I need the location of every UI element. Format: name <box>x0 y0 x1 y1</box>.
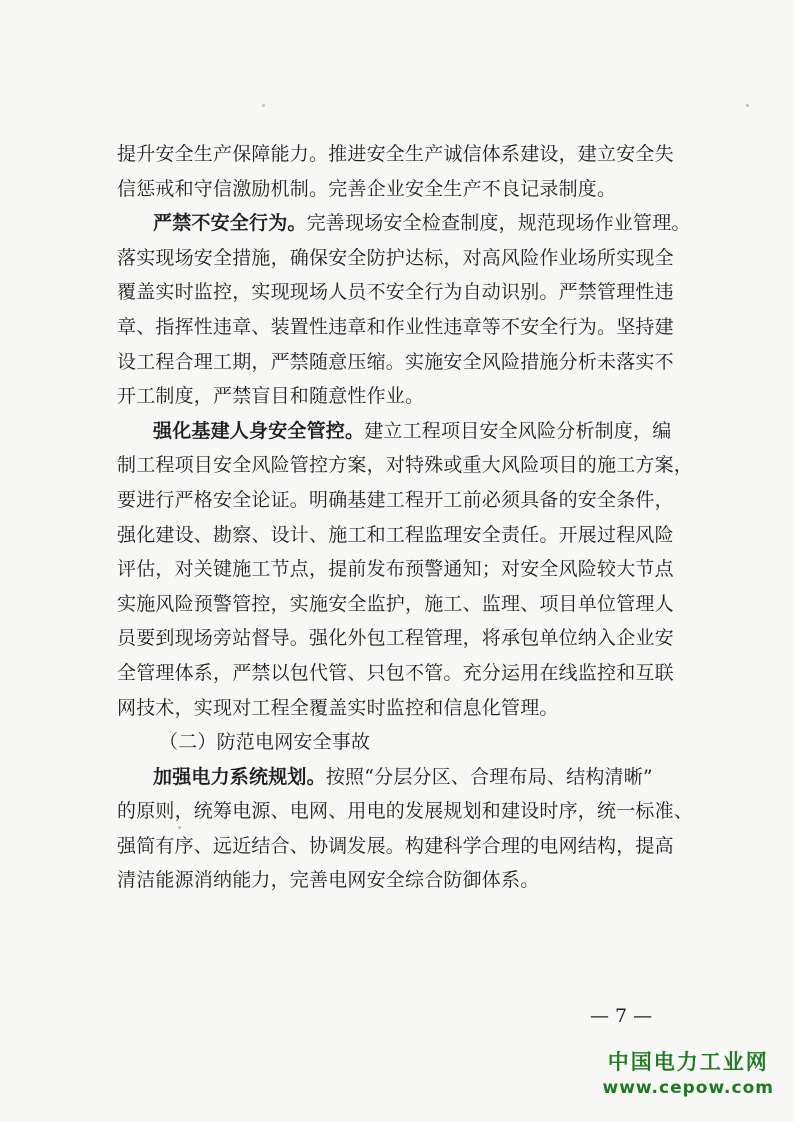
text-line: 要进行严格安全论证。明确基建工程开工前必须具备的安全条件， <box>117 488 674 511</box>
paragraph-heading: 加强电力系统规划。 <box>153 765 326 788</box>
text-line: 信惩戒和守信激励机制。完善企业安全生产不良记录制度。 <box>117 177 617 200</box>
text-line: 清洁能源消纳能力，完善电网安全综合防御体系。 <box>117 869 540 892</box>
text-line: 强化建设、勘察、设计、施工和工程监理安全责任。开展过程风险 <box>117 523 674 546</box>
paragraph-first-line <box>117 414 707 449</box>
text-line: 评估，对关键施工节点，提前发布预警通知；对安全风险较大节点 <box>117 558 674 581</box>
text-line: 章、指挥性违章、装置性违章和作业性违章等不安全行为。坚持建 <box>117 315 674 338</box>
paragraph-heading: 强化基建人身安全管控。 <box>153 419 365 442</box>
text-line: 覆盖实时监控，实现现场人员不安全行为自动识别。严禁管理性违 <box>117 281 674 304</box>
text-line: 设工程合理工期，严禁随意压缩。实施安全风险措施分析未落实不 <box>117 350 674 373</box>
text-line: 强简有序、远近结合、协调发展。构建科学合理的电网结构，提高 <box>117 834 674 857</box>
text-line: 提升安全生产保障能力。推进安全生产诚信体系建设，建立安全失 <box>117 143 674 165</box>
text-line: 网技术，实现对工程全覆盖实时监控和信息化管理。 <box>117 696 559 719</box>
text-line: 落实现场安全措施，确保安全防护达标，对高风险作业场所实现全 <box>117 246 674 269</box>
site-watermark <box>603 1048 775 1100</box>
page-number: — 7 — <box>590 1005 653 1027</box>
document-body <box>117 137 707 898</box>
text-line: 的原则，统筹电源、电网、用电的发展规划和建设时序，统一标准、 <box>117 800 694 823</box>
watermark-url: www.cepow.com <box>602 1078 774 1098</box>
text-line: 员要到现场旁站督导。强化外包工程管理，将承包单位纳入企业安 <box>117 627 674 650</box>
paragraph-heading: 严禁不安全行为。 <box>153 212 307 235</box>
paragraph-first-line <box>117 760 707 795</box>
text-line: 开工制度，严禁盲目和随意性作业。 <box>117 385 425 408</box>
text-line: 实施风险预警管控，实施安全监护，施工、监理、项目单位管理人 <box>117 592 674 615</box>
paragraph-first-line <box>117 206 707 241</box>
watermark-name: 中国电力工业网 <box>607 1050 769 1074</box>
text-span: 完善现场安全检查制度，规范现场作业管理。 <box>306 212 691 235</box>
text-span: 建立工程项目安全风险分析制度，编 <box>364 419 672 442</box>
section-heading: （二）防范电网安全事故 <box>159 731 371 754</box>
text-line: 全管理体系，严禁以包代管、只包不管。充分运用在线监控和互联 <box>117 661 674 684</box>
text-line: 制工程项目安全风险管控方案，对特殊或重大风险项目的施工方案， <box>117 454 694 477</box>
text-span: 按照“分层分区、合理布局、结构清晰” <box>325 765 653 788</box>
